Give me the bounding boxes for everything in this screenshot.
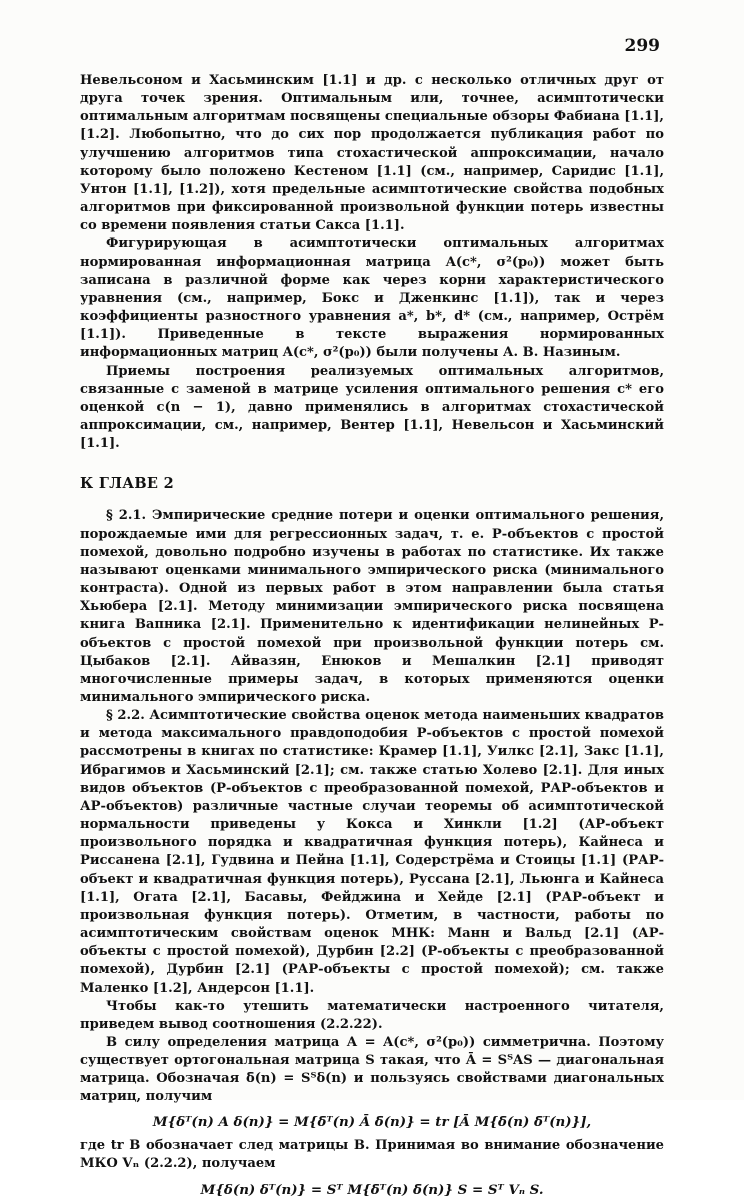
chapter-heading: К ГЛАВЕ 2 (80, 475, 175, 493)
section-2-2-text: Асимптотические свойства оценок метода наименьших квадратов и метода максимального правдоподобия Р-объектов с простой помехой рассмотрены в книгах по статистике: Крамер [1.1], Уилкс [2.1], Закс [1.1], Ибрагимов и Хасьминский [2.1]; см. также статью Холево [2.1]. Для иных видов объектов (Р-объектов с преобразованной помехой, РАР-объектов и АР-объектов) различные частные случаи теоремы об асимптотической нормальности приведены у Кокса и Хинкли [1.2] (АР-объект произвольного порядка и квадратичная функция потерь), Кайнеса и Риссанена [2.1], Гудвина и Пейна [1.1], Содерстрёма и Стоицы [1.1] (РАР-объект и квадратичная функция потерь), Руссана [2.1], Льюнга и Кайнеса [1.1], Огата [2.1], Басавы, Фейджина и Хейде [2.1] (РАР-объект и произвольная функция потерь). Отметим, в частности, работы по асимптотическим свойствам оценок МНК: Манн и Вальд [2.1] (АР-объекты с простой помехой), Дурбин [2.2] (Р-объекты с преобразованной помехой), Дурбин [2.1] (РАР-объекты с простой помехой); см. также Маленко [1.2], Андерсон [1.1]. (80, 708, 665, 996)
section-2-2-paragraph (80, 707, 664, 998)
intro-paragraph-1: Невельсоном и Хасьминским [1.1] и др. с несколько отличных друг от друга точек зрения. Оптимальным или, точнее, асимптотически оптимальным алгоритмам посвящены специальные обзоры Фабиана [1.1], [1.2]. Любопытно, что до сих пор продолжается публикация работ по улучшению алгоритмов типа стохастической аппроксимации, начало которому было положено Кестеном [1.1] (см., например, Саридис [1.1], Унтон [1.1], [1.2]), хотя предельные асимптотические свойства подобных алгоритмов при фиксированной произвольной функции потерь известны со времени появления статьи Сакса [1.1]. (80, 73, 664, 234)
section-2-1-mark: § 2.1. (106, 508, 147, 524)
formula-trace: M{δᵀ(n) A δ(n)} = M{δ̄ᵀ(n) Ā δ̄(n)} = tr [Ā M{δ̄(n) δ̄ᵀ(n)}], (152, 1113, 592, 1130)
formula-covariance: M{δ(n) δᵀ(n)} = Sᵀ M{δ̄ᵀ(n) δ̄(n)} S = Sᵀ Vₙ S. (200, 1182, 544, 1199)
section-2-1-text: Эмпирические средние потери и оценки оптимального решения, порождаемые ими для регрессионных задач, т. е. Р-объектов с простой помехой, довольно подробно изучены в работах по статистике. Их также называют оценками минимального эмпирического риска (минимального контраста). Одной из первых работ в этом направлении была статья Хьюбера [2.1]. Методу минимизации эмпирического риска посвящена книга Вапника [2.1]. Применительно к идентификации нелинейных Р-объектов с простой помехой при произвольной функции потерь см. Цыбаков [2.1]. Айвазян, Енюков и Мешалкин [2.1] приводят многочисленные примеры задач, в которых применяются оценки минимального эмпирического риска. (80, 508, 664, 705)
page-body (80, 72, 664, 1199)
section-2-1-paragraph (80, 507, 664, 707)
paragraph-after-formula: где tr B обозначает след матрицы B. Принимая во внимание обозначение МКО Vₙ (2.2.2), получаем (80, 1137, 664, 1171)
page-number: 299 (624, 36, 660, 56)
section-2-2-mark: § 2.2. (106, 708, 145, 724)
intro-paragraph-2: Фигурирующая в асимптотически оптимальных алгоритмах нормированная информационная матрица A(c*, σ²(p₀)) может быть записана в различной форме как через корни характеристического уравнения (см., например, Бокс и Дженкинс [1.1]), так и через коэффициенты разностного уравнения a*, b*, d* (см., например, Острём [1.1]). Приведенные в тексте выражения нормированных информационных матриц A(c*, σ²(p₀)) были получены А. В. Назиным. (80, 236, 664, 361)
closing-paragraph-1: Чтобы как-то утешить математически настроенного читателя, приведем вывод соотношения (2.2.22). (80, 998, 664, 1032)
intro-paragraph-3: Приемы построения реализуемых оптимальных алгоритмов, связанные с заменой в матрице усиления оптимального решения c* его оценкой c(n − 1), давно применялись в алгоритмах стохастической аппроксимации, см., например, Вентер [1.1], Невельсон и Хасьминский [1.1]. (80, 363, 664, 452)
closing-paragraph-2: В силу определения матрица A = A(c*, σ²(p₀)) симметрична. Поэтому существует ортогональная матрица S такая, что Ā = SᵀAS — диагональная матрица. Обозначая δ̄(n) = Sᵀδ(n) и пользуясь свойствами диагональных матриц, получим (80, 1034, 664, 1105)
